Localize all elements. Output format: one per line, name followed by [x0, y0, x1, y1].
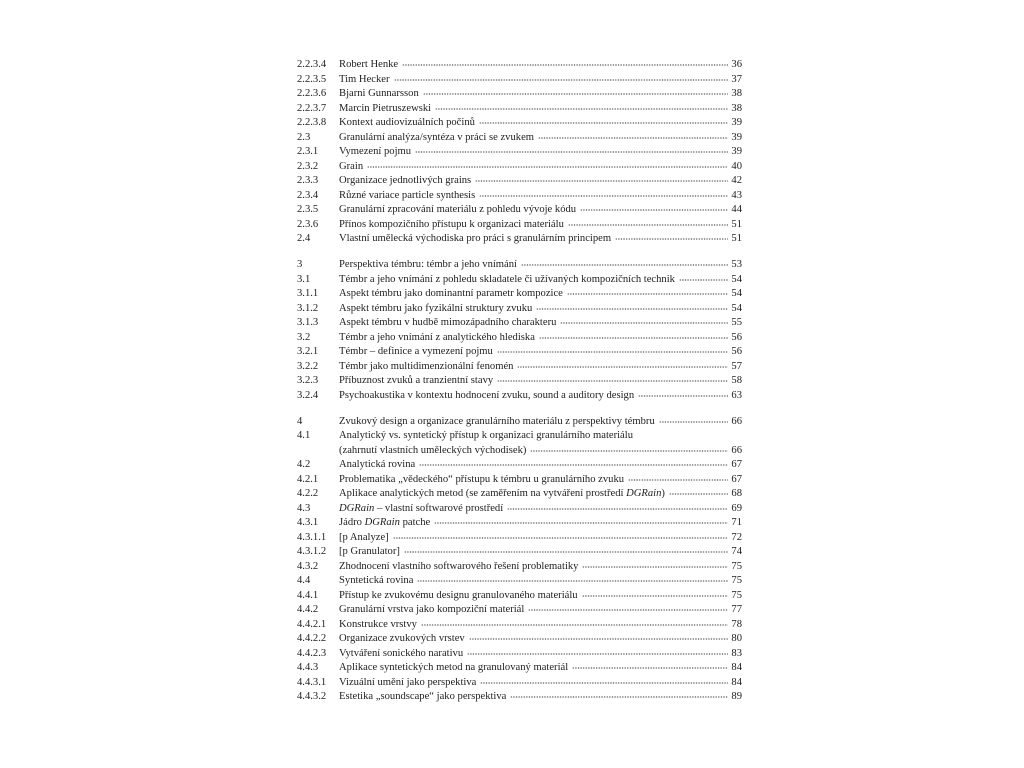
- toc-entry[interactable]: [297, 258, 742, 273]
- toc-entry-page-number: 74: [731, 546, 742, 557]
- toc-title-italic-segment: DGRain: [364, 517, 400, 528]
- dot-leader: [434, 522, 728, 524]
- toc-entry-number: 4.3.1.1: [297, 531, 327, 543]
- toc-entry-number: 3.2: [297, 331, 311, 343]
- toc-entry[interactable]: [297, 73, 742, 88]
- dot-leader: [419, 464, 728, 466]
- dot-leader: [469, 638, 728, 640]
- toc-entry[interactable]: [297, 102, 742, 117]
- toc-entry-title: [339, 102, 431, 117]
- toc-title-segment: Vymezení pojmu: [339, 146, 412, 157]
- toc-entry[interactable]: [297, 487, 742, 502]
- toc-entry-number: 3.2.3: [297, 375, 319, 386]
- toc-title-italic-segment: DGRain: [339, 502, 375, 514]
- toc-entry-page-number: 63: [731, 389, 742, 401]
- toc-title-segment: Organizace jednotlivých grains: [339, 175, 472, 186]
- dot-leader: [530, 450, 728, 452]
- toc-entry-number: 4.4.2.1: [297, 618, 327, 630]
- toc-entry[interactable]: [297, 618, 742, 633]
- toc-title-segment: Příbuznost zvuků a tranzientní stavy: [339, 375, 494, 386]
- toc-entry-page-number: 66: [731, 415, 742, 427]
- toc-entry-title: [339, 145, 411, 160]
- toc-entry-page-number: 78: [731, 618, 742, 630]
- toc-title-segment: Různé variace particle synthesis: [339, 189, 476, 201]
- toc-entry-title: [339, 502, 503, 517]
- dot-leader: [435, 108, 728, 110]
- dot-leader: [528, 609, 728, 611]
- dot-leader: [479, 122, 728, 124]
- toc-entry-page-number: 75: [731, 575, 742, 586]
- toc-title-segment: Organizace zvukových vrstev: [339, 633, 465, 644]
- toc-entry-number: 4.4.2.3: [297, 647, 327, 659]
- toc-entry-number: 3.1.1: [297, 288, 319, 299]
- dot-leader: [560, 322, 728, 324]
- toc-title-segment: – vlastní softwarové prostředí: [374, 502, 504, 514]
- toc-entry-page-number: 66: [731, 444, 742, 456]
- toc-entry-title: [339, 531, 389, 546]
- toc-entry-number: 2.2.3.6: [297, 88, 327, 99]
- toc-entry[interactable]: [297, 287, 742, 302]
- toc-title-segment: Tim Hecker: [339, 73, 390, 85]
- toc-entry-title: [339, 545, 400, 560]
- toc-entry-title: [339, 73, 390, 88]
- dot-leader: [394, 79, 728, 81]
- toc-entry[interactable]: [297, 203, 742, 218]
- toc-entry-number: 4.2.2: [297, 488, 319, 499]
- toc-entry-number: 4.3.1.2: [297, 546, 327, 557]
- toc-entry-page-number: 57: [731, 360, 742, 372]
- toc-title-segment: Zhodnocení vlastního softwarového řešení problematiky: [339, 560, 579, 572]
- toc-title-segment: Bjarni Gunnarsson: [339, 88, 419, 99]
- toc-entry-title: [339, 389, 634, 404]
- toc-entry-title: [339, 116, 475, 131]
- toc-entry-number: 4.4.3.1: [297, 676, 327, 688]
- toc-entry[interactable]: [297, 415, 742, 430]
- toc-entry-title: [339, 560, 578, 575]
- toc-entry-page-number: 37: [731, 73, 742, 85]
- toc-entry-page-number: 53: [731, 259, 742, 270]
- toc-entry-page-number: 84: [731, 662, 742, 673]
- toc-title-segment: Analytická rovina: [339, 459, 416, 470]
- toc-entry-title: [339, 345, 493, 360]
- toc-title-segment: (zahrnutí vlastních uměleckých východisek): [339, 444, 527, 456]
- toc-title-segment: Vlastní umělecká východiska pro práci s granulárním principem: [339, 233, 612, 244]
- toc-entry[interactable]: [297, 345, 742, 360]
- toc-title-segment: Jádro: [339, 517, 365, 528]
- toc-title-segment: Kontext audiovizuálních počinů: [339, 117, 475, 128]
- toc-title-segment: Psychoakustika v kontextu hodnocení zvuku, sound a auditory design: [339, 389, 635, 401]
- dot-leader: [480, 682, 728, 684]
- table-of-contents: [297, 58, 742, 705]
- toc-entry-number: 2.2.3.8: [297, 117, 327, 128]
- toc-title-segment: ): [661, 488, 665, 499]
- toc-title-segment: Grain: [339, 160, 364, 172]
- toc-title-segment: [p Analyze]: [339, 531, 389, 543]
- toc-entry[interactable]: [297, 444, 742, 459]
- toc-title-segment: Estetika „soundscape“ jako perspektiva: [339, 691, 507, 702]
- toc-entry[interactable]: [297, 429, 742, 444]
- toc-title-segment: patche: [399, 517, 431, 528]
- toc-entry-number: 4.3: [297, 502, 311, 514]
- toc-entry-number: 2.4: [297, 233, 311, 244]
- toc-entry-page-number: 44: [731, 204, 742, 215]
- toc-entry-number: 2.3.6: [297, 218, 319, 230]
- toc-title-segment: Problematika „vědeckého“ přístupu k témbru u granulárního zvuku: [339, 473, 625, 485]
- toc-entry[interactable]: [297, 458, 742, 473]
- toc-entry-title: [339, 316, 556, 331]
- toc-entry-page-number: 71: [731, 517, 742, 528]
- toc-title-segment: Konstrukce vrstvy: [339, 618, 417, 630]
- toc-title-segment: Témbr jako multidimenzionální fenomén: [339, 360, 514, 372]
- toc-title-segment: Aplikace syntetických metod na granulovaný materiál: [339, 662, 569, 673]
- toc-entry-title: [339, 603, 524, 618]
- dot-leader: [367, 166, 728, 168]
- toc-entry-title: [339, 574, 413, 589]
- toc-entry-page-number: 89: [731, 691, 742, 702]
- toc-entry-title: [339, 287, 563, 302]
- toc-entry[interactable]: [297, 531, 742, 546]
- toc-title-segment: Marcin Pietruszewski: [339, 102, 432, 114]
- toc-title-segment: Aplikace analytických metod (se zaměřením na vytváření prostředí: [339, 488, 627, 499]
- toc-entry-title: [339, 647, 463, 662]
- toc-entry-title: [339, 487, 665, 502]
- toc-entry-title: [339, 589, 578, 604]
- toc-entry-number: 2.3.5: [297, 204, 319, 215]
- dot-leader: [415, 151, 728, 153]
- dot-leader: [507, 508, 728, 510]
- toc-entry[interactable]: [297, 131, 742, 146]
- toc-entry-page-number: 51: [731, 218, 742, 230]
- toc-entry-number: 3.2.2: [297, 360, 319, 372]
- toc-entry-number: 4.2.1: [297, 473, 319, 485]
- toc-entry-number: 2.3.3: [297, 175, 319, 186]
- toc-entry-number: 3.1.2: [297, 302, 319, 314]
- toc-entry-number: 4.4.3.2: [297, 691, 327, 702]
- toc-title-segment: Přínos kompozičního přístupu k organizaci materiálu: [339, 218, 564, 230]
- toc-entry-title: [339, 360, 513, 375]
- toc-entry[interactable]: [297, 160, 742, 175]
- toc-entry-number: 4.4: [297, 575, 311, 586]
- toc-entry[interactable]: [297, 661, 742, 676]
- toc-entry[interactable]: [297, 302, 742, 317]
- toc-entry-page-number: 40: [731, 160, 742, 172]
- toc-entry[interactable]: [297, 389, 742, 404]
- toc-entry-title: [339, 273, 675, 288]
- dot-leader: [539, 337, 728, 339]
- toc-entry[interactable]: [297, 218, 742, 233]
- dot-leader: [497, 351, 728, 353]
- toc-entry[interactable]: [297, 502, 742, 517]
- toc-title-segment: Vytváření sonického narativu: [339, 647, 464, 659]
- toc-entry-title: [339, 429, 633, 444]
- toc-entry-number: 2.3.1: [297, 146, 319, 157]
- toc-title-segment: Témbr – definice a vymezení pojmu: [339, 346, 493, 357]
- dot-leader: [567, 293, 728, 295]
- toc-entry-page-number: 75: [731, 589, 742, 601]
- toc-title-segment: Vizuální umění jako perspektiva: [339, 676, 477, 688]
- toc-entry[interactable]: [297, 632, 742, 647]
- toc-title-segment: Aspekt témbru v hudbě mimozápadního charakteru: [339, 317, 557, 328]
- toc-title-segment: Syntetická rovina: [339, 575, 414, 586]
- toc-entry-number: 2.3: [297, 131, 311, 143]
- toc-entry[interactable]: [297, 316, 742, 331]
- toc-entry-number: 3.1.3: [297, 317, 319, 328]
- toc-entry-page-number: 84: [731, 676, 742, 688]
- toc-entry[interactable]: [297, 331, 742, 346]
- dot-leader: [423, 93, 728, 95]
- toc-entry-page-number: 58: [731, 375, 742, 386]
- toc-entry[interactable]: [297, 647, 742, 662]
- toc-entry-number: 2.2.3.5: [297, 73, 327, 85]
- dot-leader: [572, 667, 728, 669]
- toc-entry-page-number: 51: [731, 233, 742, 244]
- toc-entry-number: 2.3.2: [297, 160, 319, 172]
- toc-title-italic-segment: DGRain: [626, 488, 662, 499]
- toc-entry-number: 4.4.2: [297, 604, 319, 615]
- toc-entry[interactable]: [297, 545, 742, 560]
- toc-title-segment: Granulární vrstva jako kompoziční materiál: [339, 604, 525, 615]
- toc-entry-page-number: 68: [731, 488, 742, 499]
- toc-entry-page-number: 56: [731, 346, 742, 357]
- dot-leader: [421, 624, 728, 626]
- toc-entry[interactable]: [297, 145, 742, 160]
- toc-entry-page-number: 67: [731, 473, 742, 485]
- toc-entry[interactable]: [297, 589, 742, 604]
- dot-leader: [580, 209, 728, 211]
- toc-title-segment: Témbr a jeho vnímání z analytického hlediska: [339, 331, 535, 343]
- dot-leader: [404, 551, 728, 553]
- toc-entry-title: [339, 232, 611, 247]
- toc-entry-title: [339, 632, 465, 647]
- toc-entry-number: 2.2.3.7: [297, 102, 327, 114]
- toc-entry-number: 4.4.1: [297, 589, 319, 601]
- toc-title-segment: Přístup ke zvukovému designu granulovaného materiálu: [339, 589, 578, 601]
- dot-leader: [582, 595, 728, 597]
- dot-leader: [521, 264, 728, 266]
- toc-entry-number: 3: [297, 259, 303, 270]
- toc-entry[interactable]: [297, 603, 742, 618]
- toc-entry-title: [339, 302, 532, 317]
- toc-entry[interactable]: [297, 116, 742, 131]
- toc-entry-page-number: 54: [731, 273, 742, 285]
- toc-entry-title: [339, 374, 493, 389]
- toc-entry-number: 4.4.3: [297, 662, 319, 673]
- toc-entry-number: 4.1: [297, 430, 311, 441]
- toc-entry[interactable]: [297, 374, 742, 389]
- toc-entry-number: 3.2.1: [297, 346, 319, 357]
- toc-entry-page-number: 55: [731, 317, 742, 328]
- toc-entry-title: [339, 331, 535, 346]
- toc-entry-title: [339, 258, 517, 273]
- toc-entry[interactable]: [297, 676, 742, 691]
- toc-entry-page-number: 69: [731, 502, 742, 514]
- toc-entry-page-number: 36: [731, 59, 742, 70]
- toc-entry[interactable]: [297, 360, 742, 375]
- toc-entry[interactable]: [297, 560, 742, 575]
- toc-entry-number: 3.1: [297, 273, 311, 285]
- toc-entry-title: [339, 415, 655, 430]
- toc-title-segment: Granulární zpracování materiálu z pohledu vývoje kódu: [339, 204, 577, 215]
- dot-leader: [538, 137, 728, 139]
- toc-entry-page-number: 56: [731, 331, 742, 343]
- toc-title-segment: Granulární analýza/syntéza v práci se zvukem: [339, 131, 535, 143]
- dot-leader: [582, 566, 728, 568]
- toc-title-segment: Perspektiva témbru: témbr a jeho vnímání: [339, 259, 517, 270]
- dot-leader: [568, 224, 728, 226]
- dot-leader: [510, 696, 728, 698]
- toc-entry-title: [339, 160, 363, 175]
- toc-entry-page-number: 42: [731, 175, 742, 186]
- dot-leader: [393, 537, 728, 539]
- toc-title-segment: Robert Henke: [339, 59, 399, 70]
- toc-entry-page-number: 54: [731, 302, 742, 314]
- toc-entry-title: [339, 218, 564, 233]
- toc-entry[interactable]: [297, 273, 742, 288]
- toc-entry[interactable]: [297, 574, 742, 589]
- toc-entry-title: [339, 516, 430, 531]
- dot-leader: [536, 308, 728, 310]
- toc-entry-page-number: 77: [731, 604, 742, 615]
- dot-leader: [638, 395, 728, 397]
- dot-leader: [615, 238, 728, 240]
- dot-leader: [479, 195, 728, 197]
- toc-entry-title: [339, 473, 624, 488]
- toc-entry-page-number: 39: [731, 117, 742, 128]
- dot-leader: [417, 580, 728, 582]
- toc-title-segment: Analytický vs. syntetický přístup k organizaci granulárního materiálu: [339, 430, 633, 441]
- toc-title-segment: Témbr a jeho vnímání z pohledu skladatele či užívaných kompozičních technik: [339, 273, 675, 285]
- toc-title-segment: [p Granulator]: [339, 546, 400, 557]
- toc-entry-title: [339, 131, 534, 146]
- toc-entry-title: [339, 676, 476, 691]
- toc-entry-number: 2.3.4: [297, 189, 319, 201]
- dot-leader: [669, 493, 728, 495]
- toc-entry[interactable]: [297, 87, 742, 102]
- dot-leader: [467, 653, 728, 655]
- toc-entry-title: [339, 87, 419, 102]
- dot-leader: [475, 180, 728, 182]
- toc-entry-title: [339, 618, 417, 633]
- toc-title-segment: Zvukový design a organizace granulárního materiálu z perspektivy témbru: [339, 415, 655, 427]
- toc-entry-number: 4: [297, 415, 303, 427]
- toc-entry[interactable]: [297, 473, 742, 488]
- dot-leader: [402, 64, 728, 66]
- toc-entry-number: 4.4.2.2: [297, 633, 327, 644]
- toc-entry-page-number: 43: [731, 189, 742, 201]
- dot-leader: [659, 421, 728, 423]
- toc-entry-title: [339, 174, 471, 189]
- toc-entry-page-number: 83: [731, 647, 742, 659]
- toc-entry[interactable]: [297, 189, 742, 204]
- toc-entry-title: [339, 189, 475, 204]
- toc-entry[interactable]: [297, 174, 742, 189]
- toc-entry-title: [339, 690, 506, 705]
- toc-entry[interactable]: [297, 516, 742, 531]
- dot-leader: [497, 380, 728, 382]
- toc-title-segment: Aspekt témbru jako dominantní parametr kompozice: [339, 288, 563, 299]
- dot-leader: [517, 366, 728, 368]
- toc-entry[interactable]: [297, 690, 742, 705]
- toc-entry-number: 4.3.1: [297, 517, 319, 528]
- dot-leader: [679, 279, 728, 281]
- toc-entry-title: [339, 661, 568, 676]
- toc-entry-number: 4.2: [297, 459, 311, 470]
- toc-entry[interactable]: [297, 58, 742, 73]
- toc-entry-page-number: 38: [731, 88, 742, 99]
- toc-entry-page-number: 75: [731, 560, 742, 572]
- toc-entry[interactable]: [297, 232, 742, 247]
- toc-entry-page-number: 67: [731, 459, 742, 470]
- toc-entry-page-number: 39: [731, 146, 742, 157]
- toc-entry-page-number: 38: [731, 102, 742, 114]
- toc-entry-title: [339, 458, 415, 473]
- toc-entry-page-number: 39: [731, 131, 742, 143]
- toc-entry-title: [339, 58, 398, 73]
- toc-entry-page-number: 54: [731, 288, 742, 299]
- toc-entry-number: 4.3.2: [297, 560, 319, 572]
- toc-entry-title: [339, 203, 576, 218]
- toc-entry-title: [339, 444, 526, 459]
- toc-title-segment: Aspekt témbru jako fyzikální struktury zvuku: [339, 302, 533, 314]
- toc-entry-page-number: 72: [731, 531, 742, 543]
- toc-entry-number: 3.2.4: [297, 389, 319, 401]
- toc-entry-number: 2.2.3.4: [297, 59, 327, 70]
- dot-leader: [628, 479, 728, 481]
- toc-entry-page-number: 80: [731, 633, 742, 644]
